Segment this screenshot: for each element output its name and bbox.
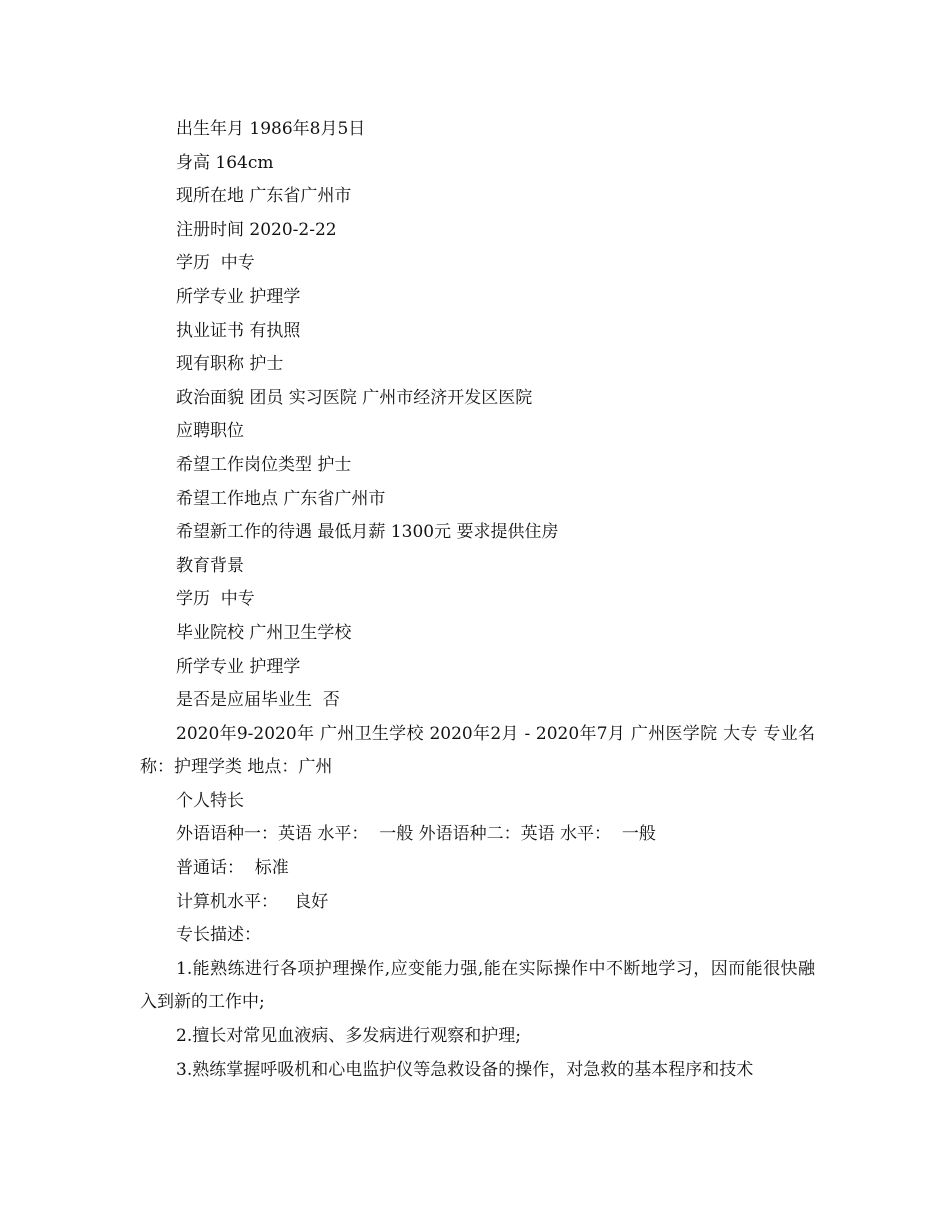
school-line: 毕业院校 广州卫生学校 [176,622,352,643]
skills-description-heading: 专长描述： [176,925,261,946]
education-entry-paragraph: 2020年9-2020年 广州卫生学校 2020年2月 - 2020年7月 广州医学院 大专 专业名称：护理学类 地点：广州 [140,723,815,778]
political-status-line: 政治面貌 团员 实习医院 广州市经济开发区医院 [176,387,533,408]
applied-position-heading: 应聘职位 [176,421,244,442]
birth-date-line: 出生年月 1986年8月5日 [176,119,366,139]
desired-location-line: 希望工作地点 广东省广州市 [176,488,386,509]
fresh-graduate-line: 是否是应届毕业生 否 [176,690,340,711]
education-background-heading: 教育背景 [176,555,244,576]
registration-date-line: 注册时间 2020-2-22 [176,219,337,240]
education-level-line-2: 学历 中专 [176,589,255,610]
skill-item: 3.熟练掌握呼吸机和心电监护仪等急救设备的操作，对急救的基本程序和技术 [176,1059,754,1080]
height-line: 身高 164cm [176,152,274,173]
desired-salary-line: 希望新工作的待遇 最低月薪 1300元 要求提供住房 [176,522,559,543]
major-line-2: 所学专业 护理学 [176,656,301,677]
desired-position-line: 希望工作岗位类型 护士 [176,454,352,475]
skill-item: 1.能熟练进行各项护理操作,应变能力强,能在实际操作中不断地学习，因而能很快融入到新的工作中; [140,958,815,1013]
license-line: 执业证书 有执照 [176,320,301,341]
resume-content [140,113,815,1087]
languages-line: 外语语种一：英语 水平： 一般 外语语种二：英语 水平： 一般 [176,824,656,845]
skill-item: 2.擅长对常见血液病、多发病进行观察和护理; [176,1026,521,1047]
skills-heading: 个人特长 [176,790,244,811]
major-line: 所学专业 护理学 [176,286,301,307]
title-line: 现有职称 护士 [176,354,284,375]
location-line: 现所在地 广东省广州市 [176,186,352,207]
education-level-line: 学历 中专 [176,253,255,274]
computer-level-line: 计算机水平： 良好 [176,891,329,912]
mandarin-line: 普通话： 标准 [176,858,289,879]
